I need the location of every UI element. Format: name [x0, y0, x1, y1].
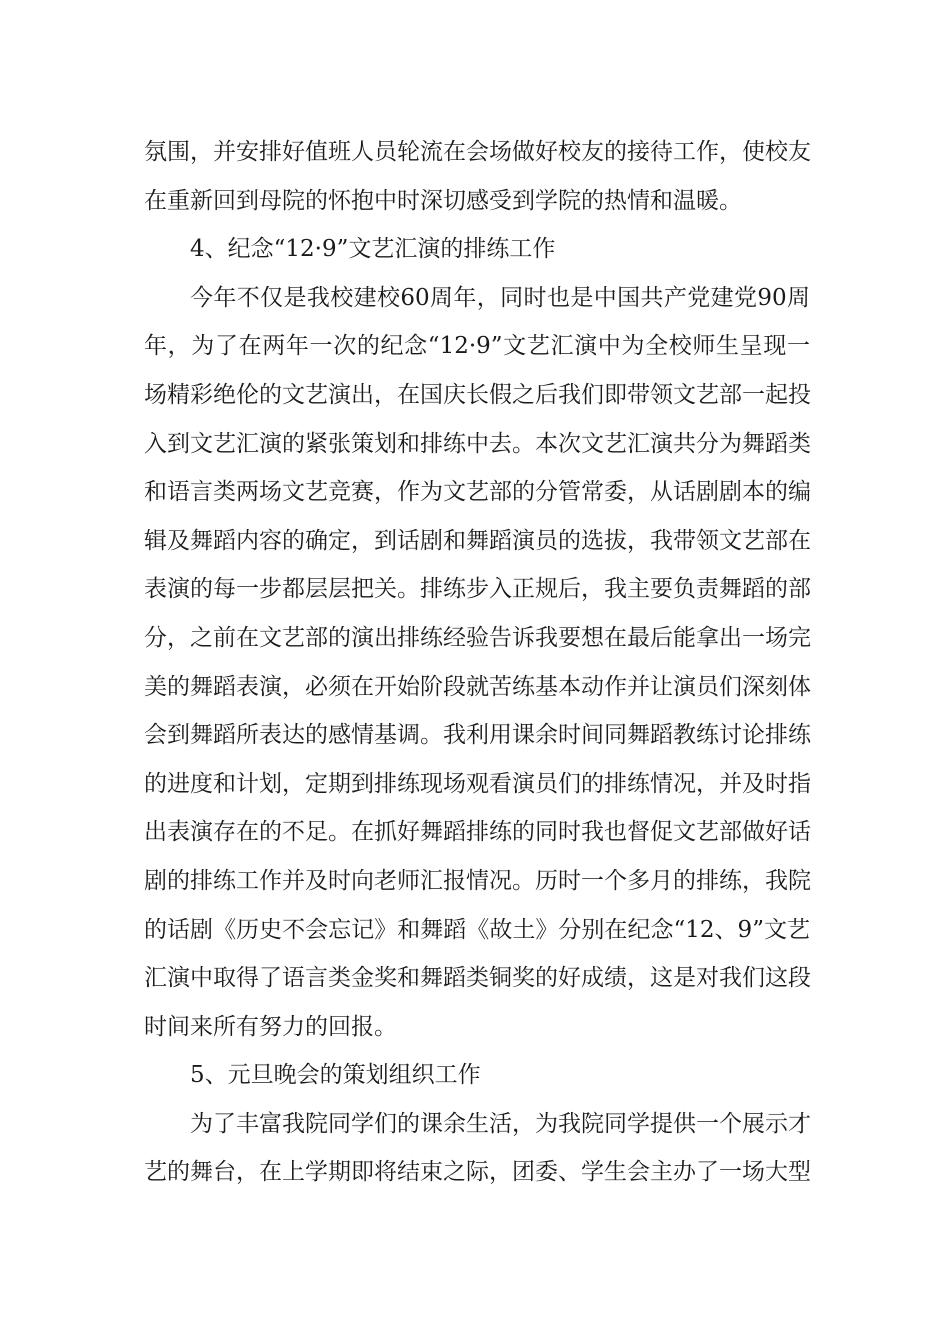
text-line: 出表演存在的不足。在抓好舞蹈排练的同时我也督促文艺部做好话	[144, 819, 811, 846]
text-line: 辑及舞蹈内容的确定，到话剧和舞蹈演员的选拔，我带领文艺部在	[144, 527, 811, 554]
text-line: 年，为了在两年一次的纪念“12·9”文艺汇演中为全校师生呈现一	[144, 333, 810, 360]
section-heading: 4、纪念“12·9”文艺汇演的排练工作	[190, 236, 556, 263]
document-body	[144, 128, 810, 1197]
text-line: 的话剧《历史不会忘记》和舞蹈《故土》分别在纪念“12、9”文艺	[144, 916, 810, 943]
text-line: 汇演中取得了语言类金奖和舞蹈类铜奖的好成绩，这是对我们这段	[144, 965, 811, 992]
text-line: 表演的每一步都层层把关。排练步入正规后，我主要负责舞蹈的部	[144, 576, 811, 603]
text-line: 艺的舞台，在上学期即将结束之际，团委、学生会主办了一场大型	[144, 1159, 811, 1186]
text-line: 氛围，并安排好值班人员轮流在会场做好校友的接待工作，使校友	[144, 139, 811, 165]
text-line: 今年不仅是我校建校60周年，同时也是中国共产党建党90周	[190, 284, 810, 311]
text-line: 入到文艺汇演的紧张策划和排练中去。本次文艺汇演共分为舞蹈类	[144, 430, 811, 457]
text-line: 剧的排练工作并及时向老师汇报情况。历时一个多月的排练，我院	[144, 867, 811, 894]
text-line: 和语言类两场文艺竞赛，作为文艺部的分管常委，从话剧剧本的编	[144, 479, 811, 506]
section-heading: 5、元旦晚会的策划组织工作	[190, 1062, 481, 1089]
text-line: 为了丰富我院同学们的课余生活，为我院同学提供一个展示才	[190, 1110, 811, 1137]
text-line: 场精彩绝伦的文艺演出，在国庆长假之后我们即带领文艺部一起投	[144, 381, 811, 408]
text-line: 美的舞蹈表演，必须在开始阶段就苦练基本动作并让演员们深刻体	[144, 673, 811, 700]
text-line: 在重新回到母院的怀抱中时深切感受到学院的热情和温暖。	[144, 187, 742, 214]
text-line: 时间来所有努力的回报。	[144, 1013, 397, 1040]
text-line: 的进度和计划，定期到排练现场观看演员们的排练情况，并及时指	[144, 770, 811, 797]
text-line: 会到舞蹈所表达的感情基调。我利用课余时间同舞蹈教练讨论排练	[144, 722, 811, 749]
text-line: 分，之前在文艺部的演出排练经验告诉我要想在最后能拿出一场完	[144, 624, 811, 651]
